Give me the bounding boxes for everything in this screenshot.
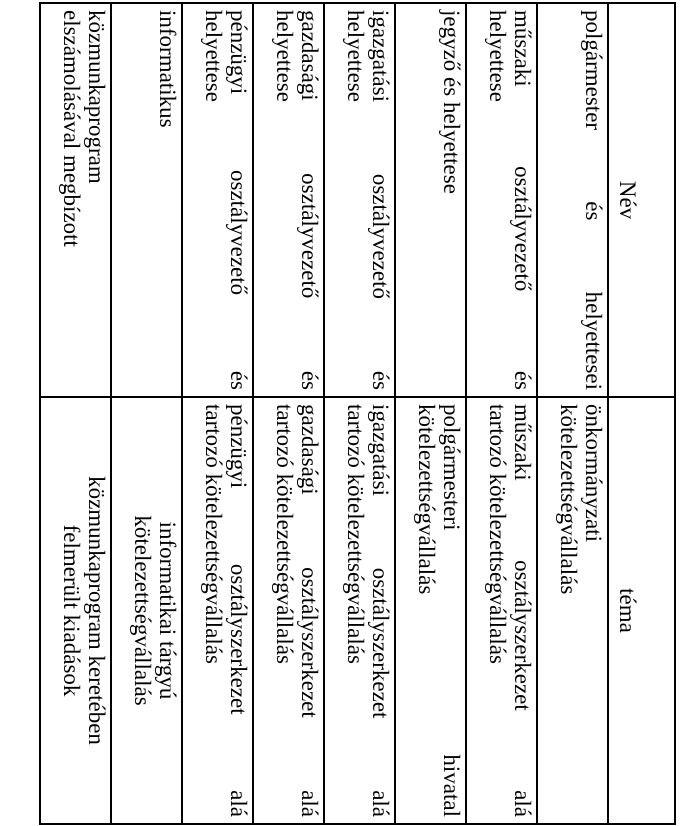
table-row (537, 3, 608, 824)
row-8-name-line-2: elszámolásával megbízott (59, 10, 84, 247)
row-5-topic (253, 397, 324, 824)
row-8-topic-line-2: felmerült kiadások (59, 524, 84, 697)
row-6-name-line-1: pénzügyi osztályvezető és (226, 10, 251, 390)
row-5-name-line-2: helyettese (272, 10, 297, 102)
row-1-topic (537, 397, 608, 824)
row-4-name-line-2: helyettese (343, 10, 368, 102)
row-2-topic-line-2: tartozó kötelezettségvállalás (485, 404, 510, 664)
row-4-topic-line-1: igazgatási osztályszerkezet alá (368, 404, 393, 817)
table-row (466, 3, 537, 824)
row-7-name: informatikus (111, 3, 182, 397)
row-6-name-line-2: helyettese (201, 10, 226, 102)
table-row (395, 3, 466, 824)
row-6-topic-line-1: pénzügyi osztályszerkezet alá (226, 404, 251, 817)
row-6-topic (182, 397, 253, 824)
table-row (182, 3, 253, 824)
row-4-topic-line-2: tartozó kötelezettségvállalás (343, 404, 368, 664)
table-row (111, 3, 182, 824)
row-4-name (324, 3, 395, 397)
row-5-topic-line-2: tartozó kötelezettségvállalás (272, 404, 297, 664)
row-5-name (253, 3, 324, 397)
row-2-name (466, 3, 537, 397)
row-1-topic-line-1: önkormányzati (581, 404, 606, 542)
row-4-name-line-1: igazgatási osztályvezető és (368, 10, 393, 390)
row-3-topic (395, 397, 466, 824)
responsibility-table (39, 2, 676, 825)
row-2-name-line-1: műszaki osztályvezető és (510, 10, 535, 390)
table-row (40, 3, 111, 824)
row-7-topic-line-1: informatikai tárgyú (155, 521, 180, 700)
row-8-name-line-1: közmunkaprogram (84, 10, 109, 184)
row-3-topic-line-1: polgármesteri hivatal (439, 404, 464, 817)
table-row (253, 3, 324, 824)
row-8-topic (40, 397, 111, 824)
row-2-topic (466, 397, 537, 824)
row-8-topic-line-1: közmunkaprogram keretében (84, 476, 109, 745)
header-name: Név (608, 3, 675, 397)
row-5-name-line-1: gazdasági osztályvezető és (297, 10, 322, 390)
row-4-topic (324, 397, 395, 824)
row-1-name: polgármester és helyettesei (537, 3, 608, 397)
table-header-row (608, 3, 675, 824)
row-7-topic-line-2: kötelezettségvállalás (130, 515, 155, 706)
row-2-topic-line-1: műszaki osztályszerkezet alá (510, 404, 535, 817)
row-3-topic-line-2: kötelezettségvállalás (414, 404, 439, 595)
row-8-name (40, 3, 111, 397)
row-5-topic-line-1: gazdasági osztályszerkezet alá (297, 404, 322, 817)
row-7-topic (111, 397, 182, 824)
row-2-name-line-2: helyettese (485, 10, 510, 102)
row-6-topic-line-2: tartozó kötelezettségvállalás (201, 404, 226, 664)
row-1-topic-line-2: kötelezettségvállalás (556, 404, 581, 595)
header-topic: téma (608, 397, 675, 824)
row-3-name: jegyző és helyettese (395, 3, 466, 397)
row-6-name (182, 3, 253, 397)
table-row (324, 3, 395, 824)
